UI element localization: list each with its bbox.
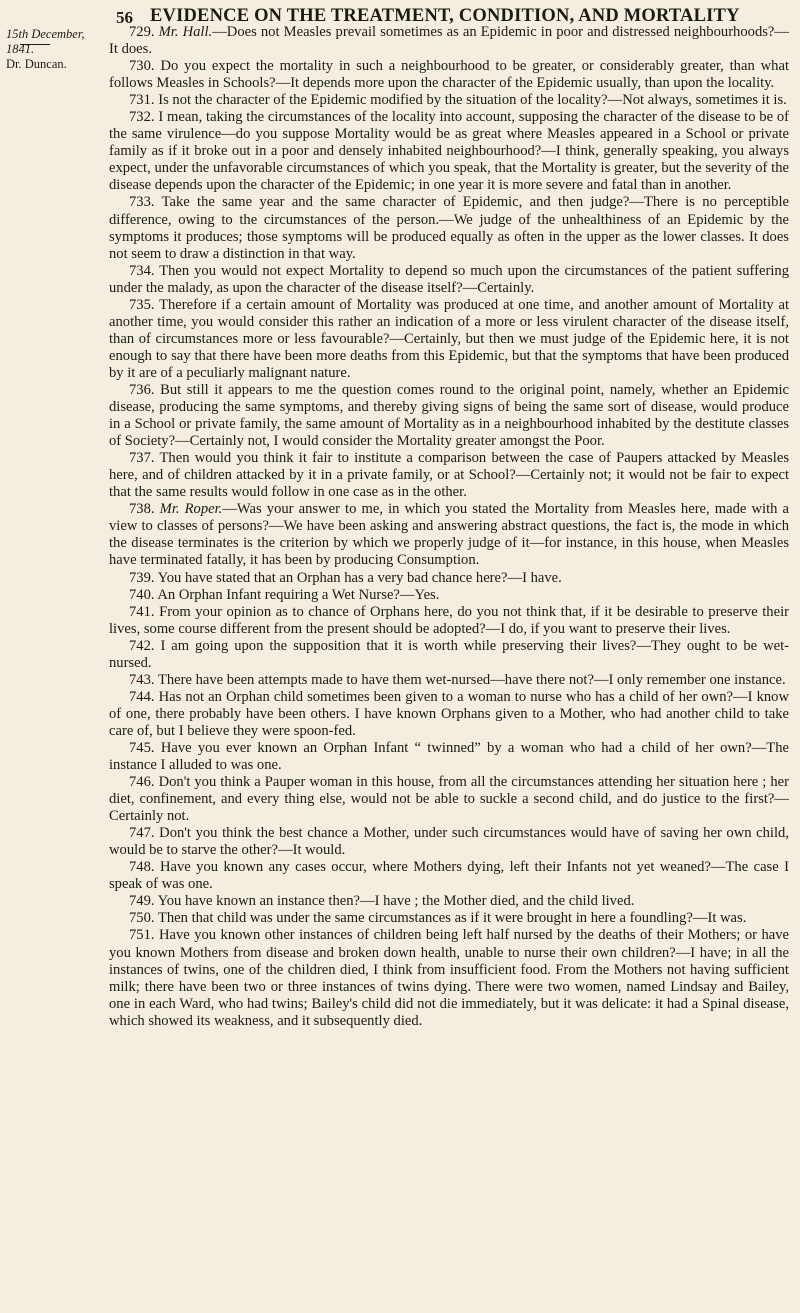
question-number: 745.: [129, 739, 155, 756]
question-answer-text: I am going upon the supposition that it is worth while preserving their lives?—They ought to be wet-nursed.: [109, 637, 789, 671]
testimony-paragraph: [109, 587, 789, 604]
margin-date: 15th December, 1841.: [6, 27, 85, 56]
testimony-paragraph: [109, 92, 789, 109]
question-number: 733.: [129, 194, 155, 211]
question-number: 751.: [129, 927, 155, 944]
question-number: 750.: [129, 910, 155, 927]
question-answer-text: Don't you think the best chance a Mother, under such circumstances would have of saving her own child, would be to starve the other?—It would.: [109, 825, 789, 859]
question-answer-text: Is not the character of the Epidemic modified by the situation of the locality?—Not always, sometimes it is.: [158, 92, 787, 109]
testimony-body: [109, 24, 789, 1030]
question-answer-text: From your opinion as to chance of Orphans here, do you not think that, if it be desirable to preserve their lives, some course different from the present should be adopted?—I do, if you want to preserve their lives.: [109, 603, 789, 637]
question-number: 732.: [129, 109, 155, 126]
question-answer-text: There have been attempts made to have them wet-nursed—have there not?—I only remember one instance.: [157, 671, 786, 688]
question-number: 734.: [129, 262, 155, 279]
question-number: 729.: [129, 24, 155, 40]
testimony-paragraph: [109, 893, 789, 910]
question-number: 731.: [129, 92, 155, 109]
question-number: 749.: [129, 893, 155, 910]
question-answer-text: You have known an instance then?—I have ; the Mother died, and the child lived.: [157, 893, 635, 910]
question-number: 735.: [129, 296, 155, 313]
testimony-paragraph: [109, 570, 789, 587]
margin-witness: Dr. Duncan.: [6, 57, 67, 71]
question-number: 747.: [129, 825, 155, 842]
testimony-paragraph: [109, 194, 789, 262]
questioner-name: Mr. Hall.: [158, 24, 213, 40]
question-number: 742.: [129, 637, 155, 654]
question-answer-text: Take the same year and the same character of Epidemic, and then judge?—There is no perceptible difference, owing to the circumstances of the person.—We judge of the unhealthiness of an Epidemic by the symptoms it produces; those symptoms will be produced equally as often in the upper as the lower classes. It does not seem to draw a distinction in that way.: [109, 194, 789, 262]
testimony-paragraph: [109, 740, 789, 774]
question-number: 743.: [129, 671, 155, 688]
question-answer-text: Do you expect the mortality in such a neighbourhood to be greater, or considerably greater, than what follows Measles in Schools?—It depends more upon the character of the Epidemic usually, than upon the locality.: [109, 58, 789, 92]
testimony-paragraph: [109, 672, 789, 689]
question-number: 740.: [129, 586, 155, 603]
question-number: 739.: [129, 569, 155, 586]
question-answer-text: Then would you think it fair to institute a comparison between the case of Paupers attacked by Measles here, and of children attacked by it in a private family, or at School?—Certainly not; it would not be fair to expect that the same results would follow in one case as in the other.: [109, 450, 789, 501]
testimony-paragraph: [109, 263, 789, 297]
testimony-paragraph: [109, 859, 789, 893]
question-answer-text: —Was your answer to me, in which you stated the Mortality from Measles here, made with a view to classes of persons?—We have been asking and answering abstract questions, the fact is, the mode in which the disease terminates is the criterion by which we properly judge of it—for instance, in this house, when Measles have terminated fatally, it has been by producing Consumption.: [109, 501, 789, 569]
running-title: EVIDENCE ON THE TREATMENT, CONDITION, AND MORTALITY: [150, 6, 740, 26]
margin-divider: [20, 44, 50, 45]
question-number: 748.: [129, 859, 155, 876]
question-answer-text: Have you ever known an Orphan Infant “ twinned” by a woman who had a child of her own?—The instance I alluded to was one.: [109, 739, 789, 774]
testimony-paragraph: [109, 501, 789, 569]
testimony-paragraph: [109, 910, 789, 927]
question-number: 737.: [129, 450, 155, 467]
question-answer-text: But still it appears to me the question comes round to the original point, namely, whether an Epidemic disease, producing the same symptoms, and thereby giving signs of being the same sort of disease, would produce in a School or private family, the same amount of Mortality as in a neighbourhood inhabited by the destitute classes of Society?—Certainly not, I would consider the Mortality greater amongst the Poor.: [109, 381, 789, 450]
questioner-name: Mr. Roper.: [159, 501, 223, 518]
question-answer-text: Then you would not expect Mortality to depend so much upon the circumstances of the patient suffering under the malady, as upon the character of the disease itself?—Certainly.: [109, 262, 789, 296]
question-number: 738.: [129, 501, 155, 518]
testimony-paragraph: [109, 382, 789, 450]
page-number: 56: [116, 8, 133, 27]
question-answer-text: —Does not Measles prevail sometimes as an Epidemic in poor and distressed neighbourhoods?—It does.: [109, 24, 789, 58]
question-answer-text: Has not an Orphan child sometimes been given to a woman to nurse who has a child of her own?—I know of one, there probably have been others. I have known Orphans given to a Mother, who had another child to take care of, but I believe they were spoon-fed.: [109, 688, 789, 739]
testimony-paragraph: [109, 604, 789, 638]
testimony-paragraph: [109, 450, 789, 501]
question-answer-text: I mean, taking the circumstances of the locality into account, supposing the character of the disease to be of the same virulence—do you suppose Mortality would be as great where Measles appeared in a School or private family as if it broke out in a poor and densely inhabited neighbourhood?—I think, generally speaking, you always expect, under the unfavorable circumstances of which you speak, that the Mortality is greater, but the severity of the disease depends upon the character of the Epidemic; in one year it is more severe and fatal than in another.: [109, 109, 789, 194]
question-answer-text: An Orphan Infant requiring a Wet Nurse?—Yes.: [157, 586, 440, 603]
testimony-paragraph: [109, 297, 789, 382]
testimony-paragraph: [109, 825, 789, 859]
testimony-paragraph: [109, 58, 789, 92]
question-answer-text: You have stated that an Orphan has a very bad chance here?—I have.: [157, 569, 562, 586]
question-number: 730.: [129, 58, 155, 75]
testimony-paragraph: [109, 24, 789, 58]
testimony-paragraph: [109, 774, 789, 825]
question-answer-text: Don't you think a Pauper woman in this house, from all the circumstances attending her situation here ; her diet, confinement, and every thing else, would not be able to suckle a second child, and do justice to the first?—Certainly not.: [109, 774, 789, 825]
question-answer-text: Have you known any cases occur, where Mothers dying, left their Infants not yet weaned?—The case I speak of was one.: [109, 859, 789, 893]
question-answer-text: Have you known other instances of children being left half nursed by the deaths of their Mothers; or have you known Mothers from disease and broken down health, unable to nurse their own children?—I have; in all the instances of twins, one of the children died, I think from insufficient food. From the Mothers not having sufficient milk; there have been two or three instances of twins dying. There were two women, named Lindsay and Bailey, one in each Ward, who had twins; Bailey's child did not die immediately, but it was delicate: it had a Spinal disease, which showed its weakness, and it subsequently died.: [109, 927, 789, 1029]
testimony-paragraph: [109, 638, 789, 672]
question-answer-text: Then that child was under the same circumstances as if it were brought in here a foundling?—It was.: [157, 910, 747, 927]
testimony-paragraph: [109, 689, 789, 740]
question-number: 746.: [129, 774, 155, 791]
testimony-paragraph: [109, 109, 789, 194]
question-number: 741.: [129, 603, 155, 620]
testimony-paragraph: [109, 927, 789, 1029]
question-answer-text: Therefore if a certain amount of Mortality was produced at one time, and another amount of Mortality at another time, you would consider this rather an indication of a more or less virulent character of the disease itself, than of circumstances more or less favourable?—Certainly, but then we must judge of the Epidemic here, it is not enough to say that there have been more deaths from this Epidemic, but that the symptoms that have been produced by it are of a peculiarly malignant nature.: [109, 296, 789, 381]
question-number: 736.: [129, 381, 155, 398]
question-number: 744.: [129, 688, 155, 705]
